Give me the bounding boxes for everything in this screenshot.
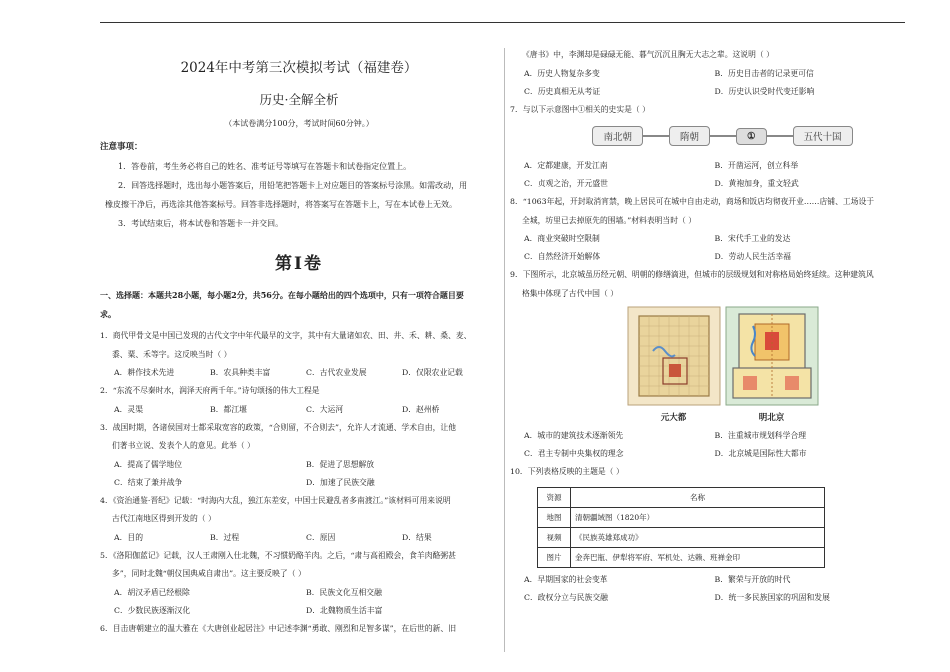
attention-list: [100, 157, 498, 233]
section-heading-line: 求。: [100, 309, 116, 319]
question-10-options-row1: [510, 571, 905, 589]
question-1: [100, 327, 498, 364]
option-b[interactable]: B．历史目击者的记录更可信: [714, 68, 814, 78]
option-a[interactable]: A．定都建康，开发江南: [524, 161, 608, 170]
timeline-node: 隋朝: [669, 126, 710, 146]
option-d[interactable]: D．历史认识受时代变迁影响: [714, 86, 815, 96]
question-stem-cont: 黍、粟、禾等字。这反映当时（ ）: [112, 349, 232, 359]
timeline-connector: [710, 135, 736, 137]
option-b[interactable]: B．促进了思想解放: [306, 459, 375, 469]
timeline-node-blank: ①: [736, 128, 767, 145]
question-2: [100, 382, 498, 401]
question-1-options: [100, 364, 498, 382]
dynasty-timeline: [540, 125, 905, 147]
table-row: [538, 527, 825, 547]
question-stem-cont: 格集中体现了古代中国（ ）: [522, 288, 619, 298]
attention-item: 2．回答选择题时，选出每小题答案后，用铅笔把答题卡上对应题目的答案标号涂黑。如需改动，用: [118, 181, 468, 190]
option-a[interactable]: A．城市的建筑技术逐渐领先: [524, 431, 624, 440]
table-cell: 金奔巴瓶、伊犁将军府、军机处、达赖、班禅金印: [571, 547, 825, 567]
question-7-options-row1: [510, 157, 905, 175]
option-a[interactable]: A．早期国家的社会变革: [524, 574, 608, 584]
attention-item: 1．答卷前，考生务必将自己的姓名、准考证号等填写在答题卡和试卷指定位置上。: [118, 162, 412, 171]
question-stem-cont: 们著书立说、发表个人的意见。此举（ ）: [112, 441, 255, 450]
question-10: [510, 463, 905, 482]
question-9: [510, 266, 905, 303]
question-5-options-row1: [100, 584, 498, 602]
question-4-options: [100, 529, 498, 547]
timeline-node: 南北朝: [592, 126, 643, 146]
question-6-cont: [510, 46, 905, 65]
timeline-connector: [643, 135, 669, 137]
question-3-options-row1: [100, 456, 498, 474]
option-d[interactable]: D．加速了民族交融: [306, 477, 375, 487]
right-column: [510, 46, 905, 607]
question-stem: 2．“东流不尽秦时水，润泽天府两千年。”诗句颂扬的伟大工程是: [100, 386, 320, 395]
option-a[interactable]: A．目的: [114, 532, 144, 542]
question-7: [510, 101, 905, 120]
option-a[interactable]: A．提高了儒学地位: [114, 459, 183, 469]
map-label: 明北京: [758, 413, 785, 423]
question-stem: 3．战国时期，各诸侯国对士都采取宽容的政策，“合则留，不合则去”，允许人才流通、学术自由，让他: [100, 422, 456, 432]
option-b[interactable]: B．繁荣与开放的时代: [714, 574, 791, 584]
option-a[interactable]: A．耕作技术先进: [114, 368, 175, 377]
exam-note: （本试卷满分100分，考试时间60分钟。）: [224, 119, 374, 128]
question-stem: 1．商代甲骨文是中国已发现的古代文字中年代最早的文字，其中有大量诸如农、田、井、禾、耕、桑、麦、: [100, 331, 472, 340]
exam-title: 2024年中考第三次模拟考试（福建卷）: [180, 60, 418, 76]
option-a[interactable]: A．历史人物复杂多变: [524, 68, 600, 78]
question-8-options-row2: [510, 248, 905, 266]
city-maps: [540, 306, 905, 423]
question-5-options-row2: [100, 602, 498, 620]
question-8: [510, 193, 905, 230]
option-c[interactable]: C．历史真相无从考证: [524, 86, 601, 96]
map-yuan-dadu: [625, 306, 723, 423]
question-stem-cont: 全城，坊里已去掉原先的围墙。”材料表明当时（ ）: [522, 215, 697, 225]
question-stem: 5．《洛阳伽蓝记》记载，汉人王肃刚入仕北魏，不习惯奶酪羊肉。之后，“肃与高祖殿会，食羊肉酪粥甚: [100, 550, 456, 560]
top-rule: [100, 22, 905, 23]
option-c[interactable]: C．政权分立与民族交融: [524, 592, 608, 602]
table-header-row: [538, 487, 825, 507]
option-c[interactable]: C．贞观之治，开元盛世: [524, 179, 608, 188]
question-9-options-row1: [510, 427, 905, 445]
question-3: [100, 419, 498, 456]
question-3-options-row2: [100, 474, 498, 492]
option-b[interactable]: B．开凿运河，创立科举: [714, 161, 799, 170]
section-heading: [100, 286, 498, 324]
question-stem: 8．“1063年起，开封取消宵禁，晚上居民可在城中自由走动，商场和饭店均彻夜开业……店铺、工场设于: [510, 197, 875, 206]
option-d[interactable]: D．仅限农业记载: [402, 368, 463, 377]
option-d[interactable]: D．统一多民族国家的巩固和发展: [714, 592, 830, 602]
table-cell: 《民族英雄郑成功》: [571, 527, 825, 547]
question-stem-cont: 《唐书》中，李渊却是碌碌无能、暮气沉沉且胸无大志之辈。这说明（ ）: [522, 50, 774, 59]
option-d[interactable]: D．北京城是国际性大都市: [714, 449, 807, 458]
option-c[interactable]: C．古代农业发展: [306, 368, 367, 377]
question-9-options-row2: [510, 445, 905, 463]
option-c[interactable]: C．少数民族逐渐汉化: [114, 605, 191, 615]
question-stem: 7．与以下示意图中①相关的史实是（ ）: [510, 104, 650, 114]
question-8-options-row1: [510, 230, 905, 248]
timeline-node: 五代十国: [793, 126, 853, 146]
attention-item: 3．考试结束后，将本试卷和答题卡一并交回。: [118, 219, 284, 228]
table-cell: 视频: [538, 527, 571, 547]
option-a[interactable]: A．商业突破时空限制: [524, 234, 600, 243]
timeline-connector: [767, 135, 793, 137]
question-stem: 9．下图所示，北京城虽历经元朝、明朝的修缮滴进，但城市的层级规划和对称格局始终延续。这种建筑风: [510, 270, 874, 279]
attention-item-cont: 橡皮擦干净后，再选涂其他答案标号。回答非选择题时，将答案写在答题卡上，写在本试卷上无效。: [105, 200, 457, 209]
table-cell: 地图: [538, 507, 571, 527]
column-divider: [504, 48, 505, 652]
question-2-options: [100, 401, 498, 419]
question-7-options-row2: [510, 175, 905, 193]
resource-table: [537, 487, 825, 568]
option-b[interactable]: B．过程: [210, 532, 240, 542]
option-c[interactable]: C．自然经济开始解体: [524, 252, 601, 261]
option-d[interactable]: D．结果: [402, 532, 432, 542]
option-b[interactable]: B．宋代手工业的发达: [714, 234, 791, 243]
option-d[interactable]: D．黄袍加身，重文轻武: [714, 179, 799, 188]
option-c[interactable]: C．君主专制中央集权的理念: [524, 449, 624, 458]
option-c[interactable]: C．原因: [306, 532, 336, 542]
table-header-cell: 名称: [571, 487, 825, 507]
option-d[interactable]: D．劳动人民生活幸福: [714, 252, 791, 261]
table-cell: 清朝疆域图（1820年）: [571, 507, 825, 527]
question-6: [100, 620, 498, 639]
option-c[interactable]: C．大运河: [306, 404, 344, 414]
option-a[interactable]: A．灵渠: [114, 404, 144, 414]
question-stem: 10．下列表格反映的主题是（ ）: [510, 467, 624, 476]
question-4: [100, 492, 498, 529]
option-d[interactable]: D．北魏物质生活丰富: [306, 605, 383, 615]
question-stem: 4．《资治通鉴·晋纪》记载：“时海内大乱，独江东差安，中国士民避乱者多南渡江。”该材料可用来说明: [100, 495, 451, 505]
option-d[interactable]: D．赵州桥: [402, 404, 440, 414]
option-b[interactable]: B．注重城市规划科学合理: [714, 431, 806, 440]
table-row: [538, 507, 825, 527]
attention-heading: 注意事项：: [100, 142, 143, 152]
left-column: [100, 52, 498, 638]
volume-title: 第Ⅰ卷: [275, 254, 323, 274]
question-stem-cont: 多”，同时北魏“朝仪国典咸自肃出”。这主要反映了（ ）: [112, 569, 306, 578]
table-cell: 图片: [538, 547, 571, 567]
map-ming-beijing: [723, 306, 821, 423]
question-stem: 6．目击唐朝建立的温大雅在《大唐创业起居注》中记述李渊“勇敢、刚烈和足智多谋”，在后世的新、旧: [100, 623, 456, 633]
option-b[interactable]: B．都江堰: [210, 404, 247, 414]
map-label: 元大都: [660, 413, 687, 423]
option-b[interactable]: B．民族文化互相交融: [306, 587, 382, 597]
question-6-options-row2: [510, 83, 905, 101]
table-row: [538, 547, 825, 567]
table-header-cell: 资源: [538, 487, 571, 507]
exam-subtitle: 历史·全解全析: [259, 92, 339, 107]
question-10-options-row2: [510, 589, 905, 607]
option-a[interactable]: A．胡汉矛盾已经根除: [114, 587, 190, 597]
option-b[interactable]: B．农具种类丰富: [210, 368, 271, 377]
option-c[interactable]: C．结束了兼并战争: [114, 477, 183, 487]
question-6-options-row1: [510, 65, 905, 83]
yuan-dadu-map-image: [627, 306, 721, 406]
section-heading-line: 一、选择题：本题共28小题，每小题2分，共56分。在每小题给出的四个选项中，只有一项符合题目要: [100, 290, 464, 300]
question-stem-cont: 古代江南地区得到开发的（ ）: [112, 514, 216, 523]
question-5: [100, 547, 498, 584]
ming-beijing-map-image: [725, 306, 819, 406]
